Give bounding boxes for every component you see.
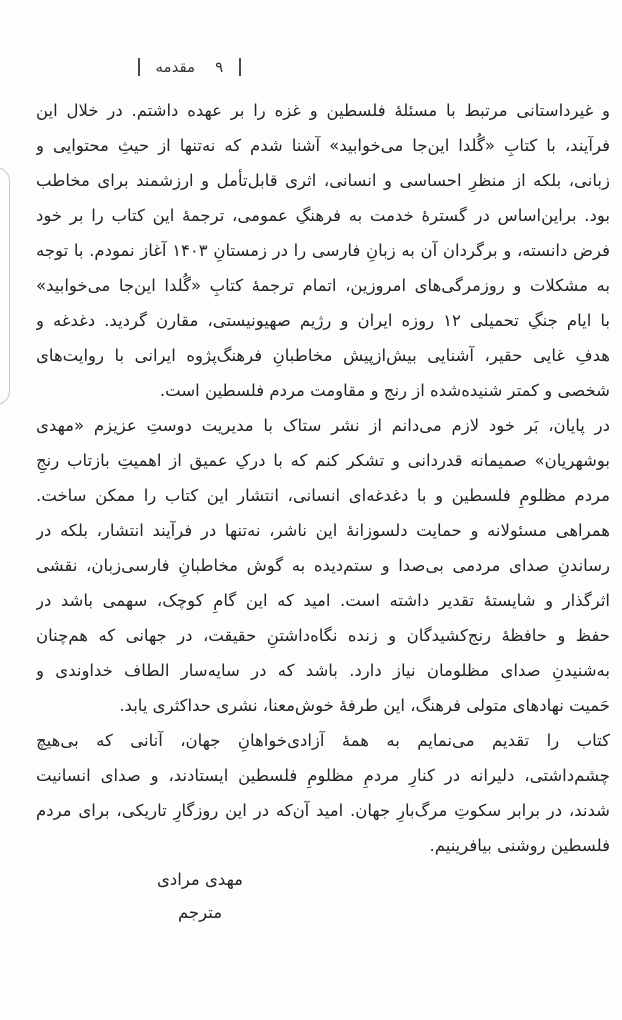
text-line: کتاب را تقدیم می‌نمایم به همهٔ آزادی‌خواهانِ جهان، آنانی که بی‌هیچ	[36, 731, 610, 750]
text-line: هدفِ غایی حقیر، آشنایی بیش‌ازپیش مخاطبانِ فرهنگ‌پژوه ایرانی با روایت‌های	[36, 346, 610, 365]
translator-name: مهدی مرادی	[156, 870, 244, 889]
text-line-paragraph-end: شخصی و کمتر شنیده‌شده از رنج و مقاومت مردم فلسطین است.	[159, 381, 610, 400]
text-line: چشم‌داشتی، دلیرانه در کنارِ مردمِ مظلومِ فلسطین ایستادند، و صدای انسانیت	[36, 766, 610, 785]
header-divider-left-icon	[138, 58, 140, 76]
translator-signature	[100, 863, 300, 929]
text-line: رساندنِ صدای مردمی بی‌صدا و ستم‌دیده به گوش مخاطبانِ فارسی‌زبان، نقشی	[36, 556, 610, 575]
text-line: اثرگذار و شایستهٔ تقدیر داشته است. امید که این گامِ کوچک، سهمی باشد در	[36, 591, 610, 610]
body-text	[36, 93, 610, 863]
text-line: شدند، در برابر سکوتِ مرگ‌بارِ جهان. امید آن‌که در این روزگارِ تاریکی، برای مردم	[36, 801, 610, 820]
text-line: با ایام جنگِ تحمیلی ۱۲ روزه ایران و رژیم صهیونیستی، مقارن گردید. دغدغه و	[36, 311, 610, 330]
text-line: بوشهریان» صمیمانه قدردانی و تشکر کنم که با درکِ عمیق از اهمیتِ بازتاب رنجِ	[36, 451, 610, 470]
text-line: فرض دانسته، و برگردان آن به زبانِ فارسی را در زمستانِ ۱۴۰۳ آغاز نمودم. با توجه	[36, 241, 610, 260]
text-line: زبانی، بلکه از منظرِ احساسی و انسانی، اثری قابل‌تأمل و ارزشمند برای مخاطب	[36, 171, 610, 190]
text-line: حفظ و حافظهٔ رنج‌کشیدگان و زنده نگاه‌داشتنِ حقیقت، در جهانی که هم‌چنان	[36, 626, 610, 645]
edge-panel-handle[interactable]	[0, 167, 10, 405]
running-header	[138, 56, 241, 78]
text-line: به‌شنیدنِ صدای مظلومان نیاز دارد. باشد که در سایه‌سار الطاف خداوندی و	[36, 661, 610, 680]
text-line: مردم مظلومِ فلسطین و با دغدغه‌ای انسانی، انتشار این کتاب را ممکن ساخت.	[36, 486, 610, 505]
chapter-title: مقدمه	[155, 58, 196, 76]
text-line: بود. براین‌اساس در گسترهٔ خدمت به فرهنگِ عمومی، ترجمهٔ این کتاب را بر خود	[36, 206, 610, 225]
text-line-paragraph-end: حَمیت نهادهای متولی فرهنگ، این طرفهٔ خوش‌معنا، نشری حداکثری یابد.	[119, 696, 610, 715]
text-line: فرآیند، با کتابِ «گُلدا این‌جا می‌خوابید» آشنا شدم که نه‌تنها از حیثِ محتوایی و	[36, 136, 610, 155]
text-line: در پایان، بَر خود لازم می‌دانم از نشر ستاک با مدیریت دوستِ عزیزم «مهدی	[36, 416, 610, 435]
text-line: و غیرداستانی مرتبط با مسئلهٔ فلسطین و غزه را بر عهده داشتم. در خلال این	[36, 101, 610, 120]
page-number: ۹	[215, 58, 224, 76]
header-divider-right-icon	[239, 58, 241, 76]
text-line: همراهی مسئولانه و حمایت دلسوزانهٔ این ناشر، نه‌تنها در فرآیند انتشار، بلکه در	[36, 521, 610, 540]
text-line-paragraph-end: فلسطین روشنی بیافرینیم.	[429, 836, 610, 855]
text-line: به مشکلات و روزمرگی‌های امروزین، اتمام ترجمهٔ کتابِ «گُلدا این‌جا می‌خوابید»	[36, 276, 610, 295]
translator-role: مترجم	[177, 903, 223, 922]
